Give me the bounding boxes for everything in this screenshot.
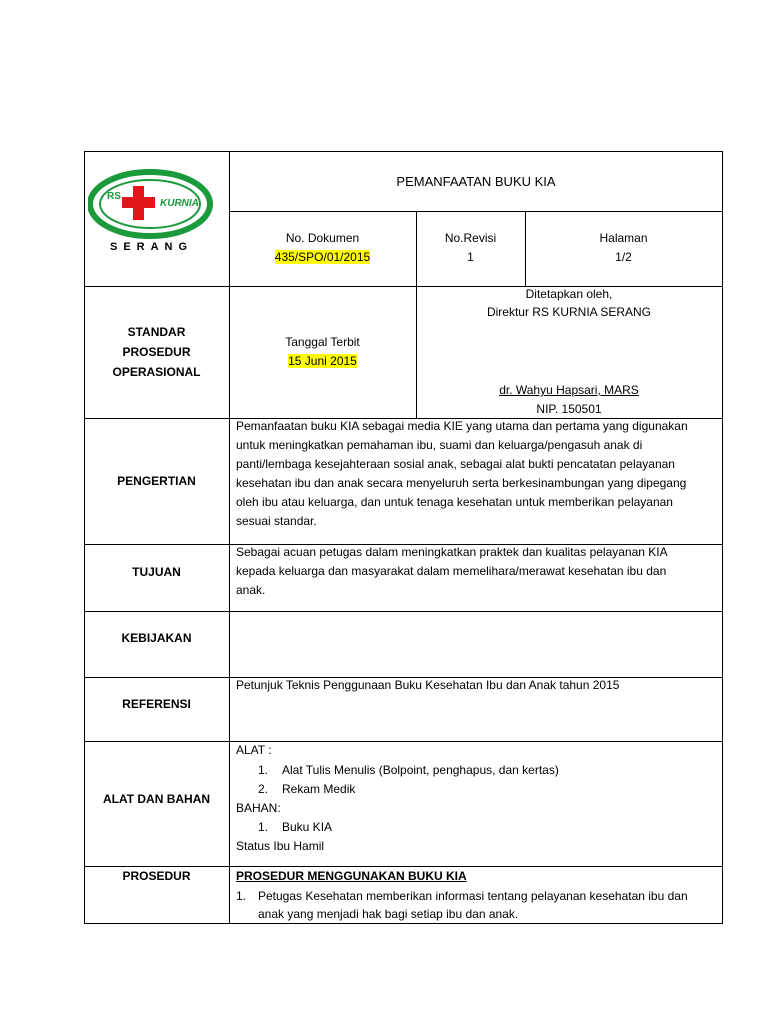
alat-item: Rekam Medik — [282, 782, 356, 796]
halaman-label: Halaman — [599, 231, 648, 245]
bahan-heading: BAHAN: — [236, 801, 281, 815]
pengertian-line: untuk meningkatkan pemahaman ibu, suami dan keluarga/pengasuh anak di — [236, 438, 643, 452]
pengertian-line: panti/lembaga kesejahteraan sosial anak, sebagai alat bukti pencatatan pelayanan — [236, 457, 675, 471]
signer-name-wrap — [416, 382, 722, 398]
prosedur-heading: PROSEDUR MENGGUNAKAN BUKU KIA — [236, 869, 467, 883]
pengertian-label: PENGERTIAN — [117, 474, 196, 488]
prosedur-step-line1: Petugas Kesehatan memberikan informasi tentang pelayanan kesehatan ibu dan — [258, 889, 688, 903]
pengertian-line: Pemanfaatan buku KIA sebagai media KIE yang utama dan pertama yang digunakan — [236, 419, 688, 433]
alat-heading: ALAT : — [236, 743, 272, 757]
alat-bahan-label: ALAT DAN BAHAN — [102, 792, 211, 806]
logo-city-text: SERANG — [110, 241, 194, 253]
logo-name-text: KURNIA — [160, 198, 199, 209]
prosedur-step-line2: anak yang menjadi hak bagi setiap ibu dan anak. — [258, 907, 519, 921]
tujuan-line: kepada keluarga dan masyarakat dalam memelihara/merawat kesehatan ibu dan — [236, 564, 667, 578]
bahan-item: Buku KIA — [282, 820, 333, 834]
bahan-extra: Status Ibu Hamil — [236, 839, 325, 853]
bahan-item-num: 1. — [258, 820, 269, 834]
direktur-text: Direktur RS KURNIA SERANG — [486, 305, 652, 319]
tujuan-line: Sebagai acuan petugas dalam meningkatkan praktek dan kualitas pelayanan KIA — [236, 545, 668, 559]
no-revisi-value: 1 — [467, 250, 474, 264]
tanggal-terbit-label: Tanggal Terbit — [285, 335, 360, 349]
no-revisi-label: No.Revisi — [444, 231, 497, 245]
spo-label-line3: OPERASIONAL — [112, 365, 201, 379]
kebijakan-label: KEBIJAKAN — [121, 631, 192, 645]
tujuan-line: anak. — [236, 583, 266, 597]
pengertian-line: sesuai standar. — [236, 514, 317, 528]
tanggal-terbit-value-wrap — [229, 353, 416, 369]
tanggal-terbit-value: 15 Juni 2015 — [288, 354, 357, 368]
spo-label-line1: STANDAR — [127, 325, 186, 339]
prosedur-label: PROSEDUR — [122, 869, 191, 883]
no-dokumen-value-wrap — [229, 249, 416, 265]
pengertian-line: oleh ibu atau keluarga, dan untuk tenaga kesehatan untuk memberikan pelayanan — [236, 495, 673, 509]
referensi-text: Petunjuk Teknis Penggunaan Buku Kesehatan Ibu dan Anak tahun 2015 — [236, 678, 620, 692]
spo-label — [84, 322, 229, 382]
ditetapkan-text: Ditetapkan oleh, — [525, 287, 613, 301]
pengertian-text — [236, 417, 720, 531]
pengertian-line: kesehatan ibu dan anak secara menyeluruh serta berkesinambungan yang dipegang — [236, 476, 687, 490]
hospital-logo — [88, 168, 222, 258]
alat-item-num: 1. — [258, 763, 269, 777]
tujuan-text — [236, 543, 720, 600]
alat-item-num: 2. — [258, 782, 269, 796]
no-dokumen-value: 435/SPO/01/2015 — [274, 250, 371, 264]
spo-label-line2: PROSEDUR — [122, 345, 191, 359]
halaman-value: 1/2 — [615, 250, 632, 264]
referensi-label: REFERENSI — [122, 697, 191, 711]
signer-nip: NIP. 150501 — [536, 402, 602, 416]
tujuan-label: TUJUAN — [132, 565, 181, 579]
prosedur-step-num: 1. — [236, 889, 247, 903]
document-title: PEMANFAATAN BUKU KIA — [396, 174, 556, 189]
signer-name: dr. Wahyu Hapsari, MARS — [499, 383, 639, 397]
alat-item: Alat Tulis Menulis (Bolpoint, penghapus, dan kertas) — [282, 763, 559, 777]
no-dokumen-label: No. Dokumen — [285, 231, 360, 245]
logo-rs-text: RS — [107, 191, 121, 202]
